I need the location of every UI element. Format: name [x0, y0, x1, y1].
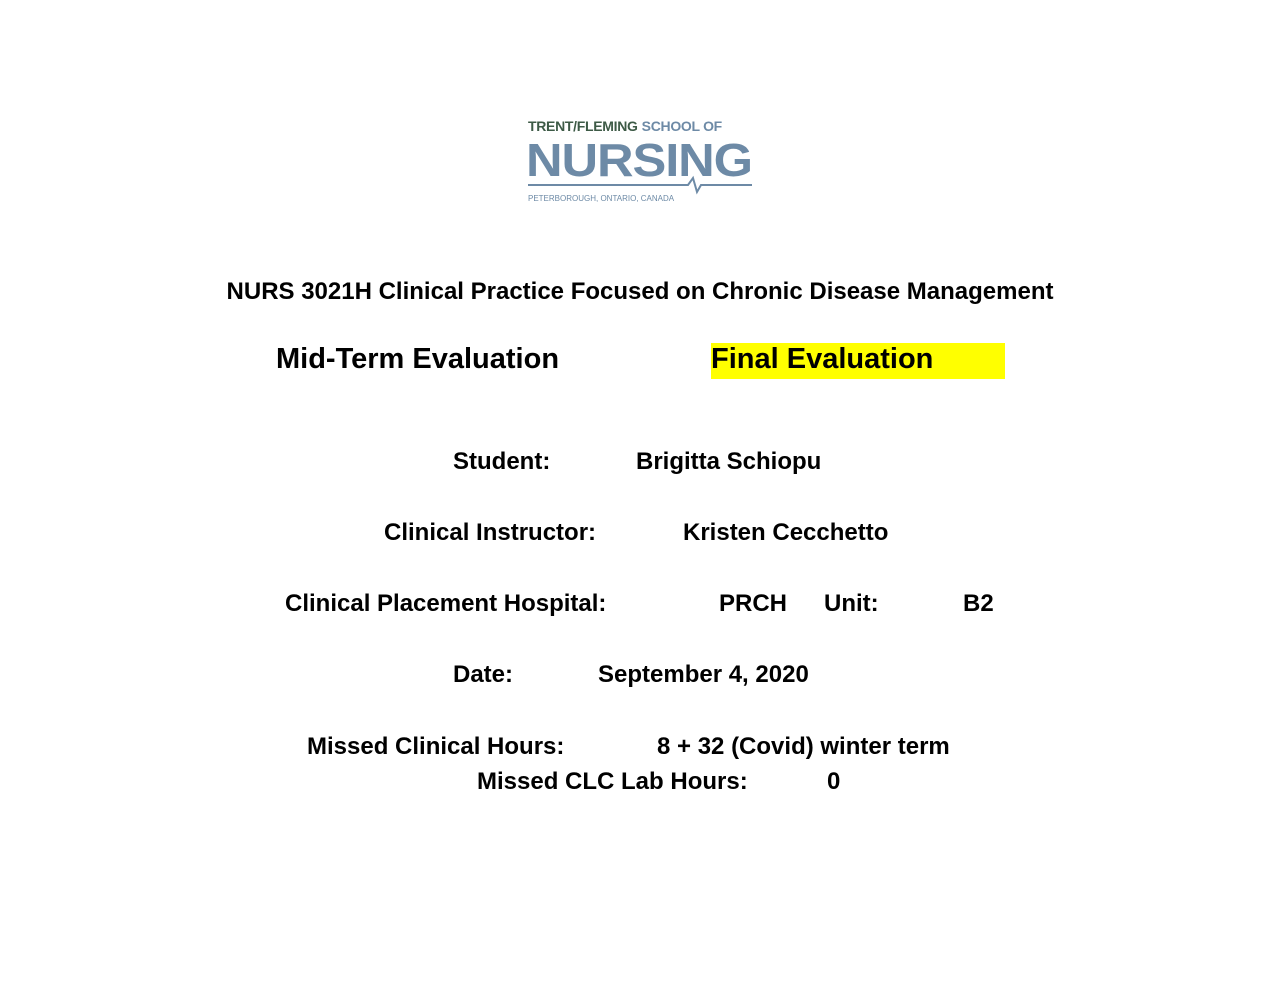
unit-label: Unit: [824, 590, 879, 617]
date-value: September 4, 2020 [598, 661, 809, 688]
instructor-label: Clinical Instructor: [384, 519, 597, 546]
missed-lab-hours-label: Missed CLC Lab Hours: [477, 768, 748, 795]
missed-lab-hours-value: 0 [827, 768, 841, 795]
instructor-value: Kristen Cecchetto [683, 519, 889, 546]
course-title: NURS 3021H Clinical Practice Focused on Chronic Disease Management [226, 278, 1054, 305]
hospital-label: Clinical Placement Hospital: [285, 590, 607, 617]
missed-clinical-hours-value: 8 + 32 (Covid) winter term [657, 733, 950, 760]
student-value: Brigitta Schiopu [636, 448, 822, 475]
logo-nursing-text: NURSING [526, 134, 752, 186]
unit-value: B2 [963, 590, 994, 617]
midterm-evaluation-label: Mid-Term Evaluation [276, 343, 560, 375]
final-evaluation-label: Final Evaluation [711, 343, 934, 375]
student-label: Student: [453, 448, 551, 475]
missed-clinical-hours-label: Missed Clinical Hours: [307, 733, 565, 760]
svg-text:TRENT/FLEMINGSCHOOL OF [528, 118, 723, 134]
date-label: Date: [453, 661, 514, 688]
logo-line1-part2: SCHOOL OF [641, 118, 722, 134]
school-logo [526, 116, 756, 208]
logo-location-text: PETERBOROUGH, ONTARIO, CANADA [528, 194, 675, 203]
logo-line1-part1: TRENT/FLEMING [528, 118, 638, 134]
hospital-value: PRCH [719, 590, 788, 617]
